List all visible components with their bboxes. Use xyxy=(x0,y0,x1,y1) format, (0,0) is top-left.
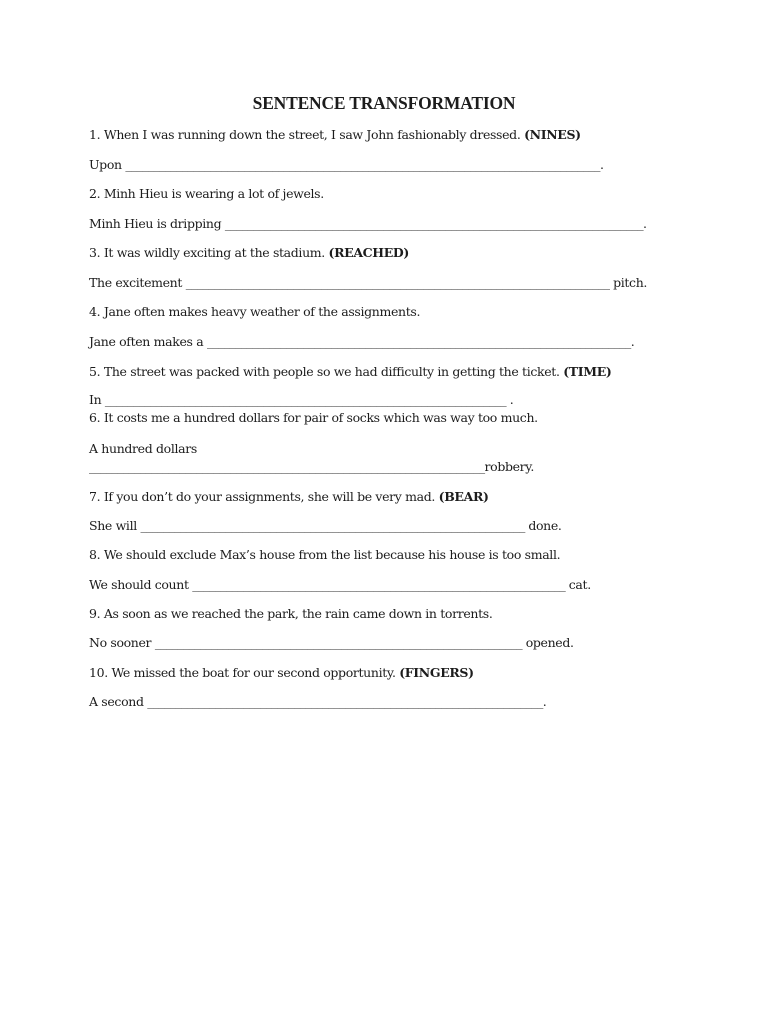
item-4-prompt-text: 4. Jane often makes heavy weather of the assignments. xyxy=(89,304,421,319)
item-10-keyword: (FINGERS) xyxy=(399,665,474,680)
item-8-prompt-text: 8. We should exclude Max’s house from the list because his house is too small. xyxy=(89,547,561,562)
item-1-answer-blank[interactable]: ____________________________________________________________________________________ xyxy=(125,157,600,172)
worksheet-title: SENTENCE TRANSFORMATION xyxy=(252,93,516,113)
item-6-answer-blank[interactable]: ______________________________________________________________________ xyxy=(89,459,485,474)
item-6-prompt xyxy=(89,410,538,425)
item-10-answer-blank[interactable]: ______________________________________________________________________ xyxy=(147,694,543,709)
item-2-answer-line xyxy=(89,216,647,231)
item-1-answer-line xyxy=(89,157,604,172)
item-9-prompt xyxy=(89,606,492,621)
item-10-answer-end: . xyxy=(542,694,547,709)
item-10-answer-line xyxy=(89,694,546,709)
item-3-prompt-text: 3. It was wildly exciting at the stadium. xyxy=(89,245,325,260)
item-7-answer-start: She will xyxy=(89,518,141,533)
item-5-prompt xyxy=(89,364,611,379)
item-1-answer-end: . xyxy=(599,157,604,172)
item-9-answer-start: No sooner xyxy=(89,635,155,650)
item-8-answer-blank[interactable]: __________________________________________________________________ xyxy=(192,577,566,592)
item-5-prompt-text: 5. The street was packed with people so we had difficulty in getting the ticket. xyxy=(89,364,560,379)
item-2-prompt xyxy=(89,186,324,201)
item-6-answer-start: A hundred dollars xyxy=(89,441,197,456)
item-7-answer-end: done. xyxy=(524,518,562,533)
item-4-answer-start: Jane often makes a xyxy=(89,334,207,349)
item-1-prompt-text: 1. When I was running down the street, I saw John fashionably dressed. xyxy=(89,127,521,142)
item-8-answer-start: We should count xyxy=(89,577,193,592)
item-4-answer-blank[interactable]: ___________________________________________________________________________ xyxy=(206,334,631,349)
item-9-prompt-text: 9. As soon as we reached the park, the rain came down in torrents. xyxy=(89,606,493,621)
item-6-prompt-text: 6. It costs me a hundred dollars for pair of socks which was way too much. xyxy=(89,410,538,425)
item-4-answer-end: . xyxy=(630,334,635,349)
item-7-answer-blank[interactable]: ____________________________________________________________________ xyxy=(140,518,525,533)
item-10-answer-start: A second xyxy=(89,694,148,709)
item-6-answer-start-line xyxy=(89,441,197,456)
item-1-prompt xyxy=(89,127,581,142)
item-9-answer-blank[interactable]: _________________________________________________________________ xyxy=(154,635,523,650)
item-3-prompt xyxy=(89,245,409,260)
item-3-answer-start: The excitement xyxy=(89,275,186,290)
item-3-keyword: (REACHED) xyxy=(328,245,409,260)
item-5-answer-line xyxy=(89,392,513,407)
item-5-keyword: (TIME) xyxy=(563,364,612,379)
item-8-answer-line xyxy=(89,577,591,592)
item-2-prompt-text: 2. Minh Hieu is wearing a lot of jewels. xyxy=(89,186,324,201)
item-1-keyword: (NINES) xyxy=(524,127,581,142)
item-2-answer-blank[interactable]: __________________________________________________________________________ xyxy=(224,216,643,231)
item-7-keyword: (BEAR) xyxy=(438,489,489,504)
item-9-answer-line xyxy=(89,635,574,650)
item-8-answer-end: cat. xyxy=(565,577,591,592)
item-5-answer-end: . xyxy=(506,392,514,407)
item-4-prompt xyxy=(89,304,420,319)
item-10-prompt-text: 10. We missed the boat for our second opportunity. xyxy=(89,665,396,680)
item-5-answer-blank[interactable]: _______________________________________________________________________ xyxy=(104,392,507,407)
item-3-answer-end: pitch. xyxy=(609,275,648,290)
item-7-answer-line xyxy=(89,518,562,533)
item-2-answer-end: . xyxy=(643,216,647,231)
item-3-answer-line xyxy=(89,275,647,290)
item-1-answer-start: Upon xyxy=(89,157,126,172)
item-4-answer-line xyxy=(89,334,634,349)
item-8-prompt xyxy=(89,547,560,562)
item-5-answer-start: In xyxy=(89,392,105,407)
item-7-prompt xyxy=(89,489,489,504)
item-2-answer-start: Minh Hieu is dripping xyxy=(89,216,225,231)
item-6-answer-end: robbery. xyxy=(484,459,534,474)
item-10-prompt xyxy=(89,665,474,680)
item-3-answer-blank[interactable]: ___________________________________________________________________________ xyxy=(185,275,610,290)
item-6-answer-line xyxy=(89,459,534,474)
item-7-prompt-text: 7. If you don’t do your assignments, she will be very mad. xyxy=(89,489,436,504)
item-9-answer-end: opened. xyxy=(522,635,574,650)
